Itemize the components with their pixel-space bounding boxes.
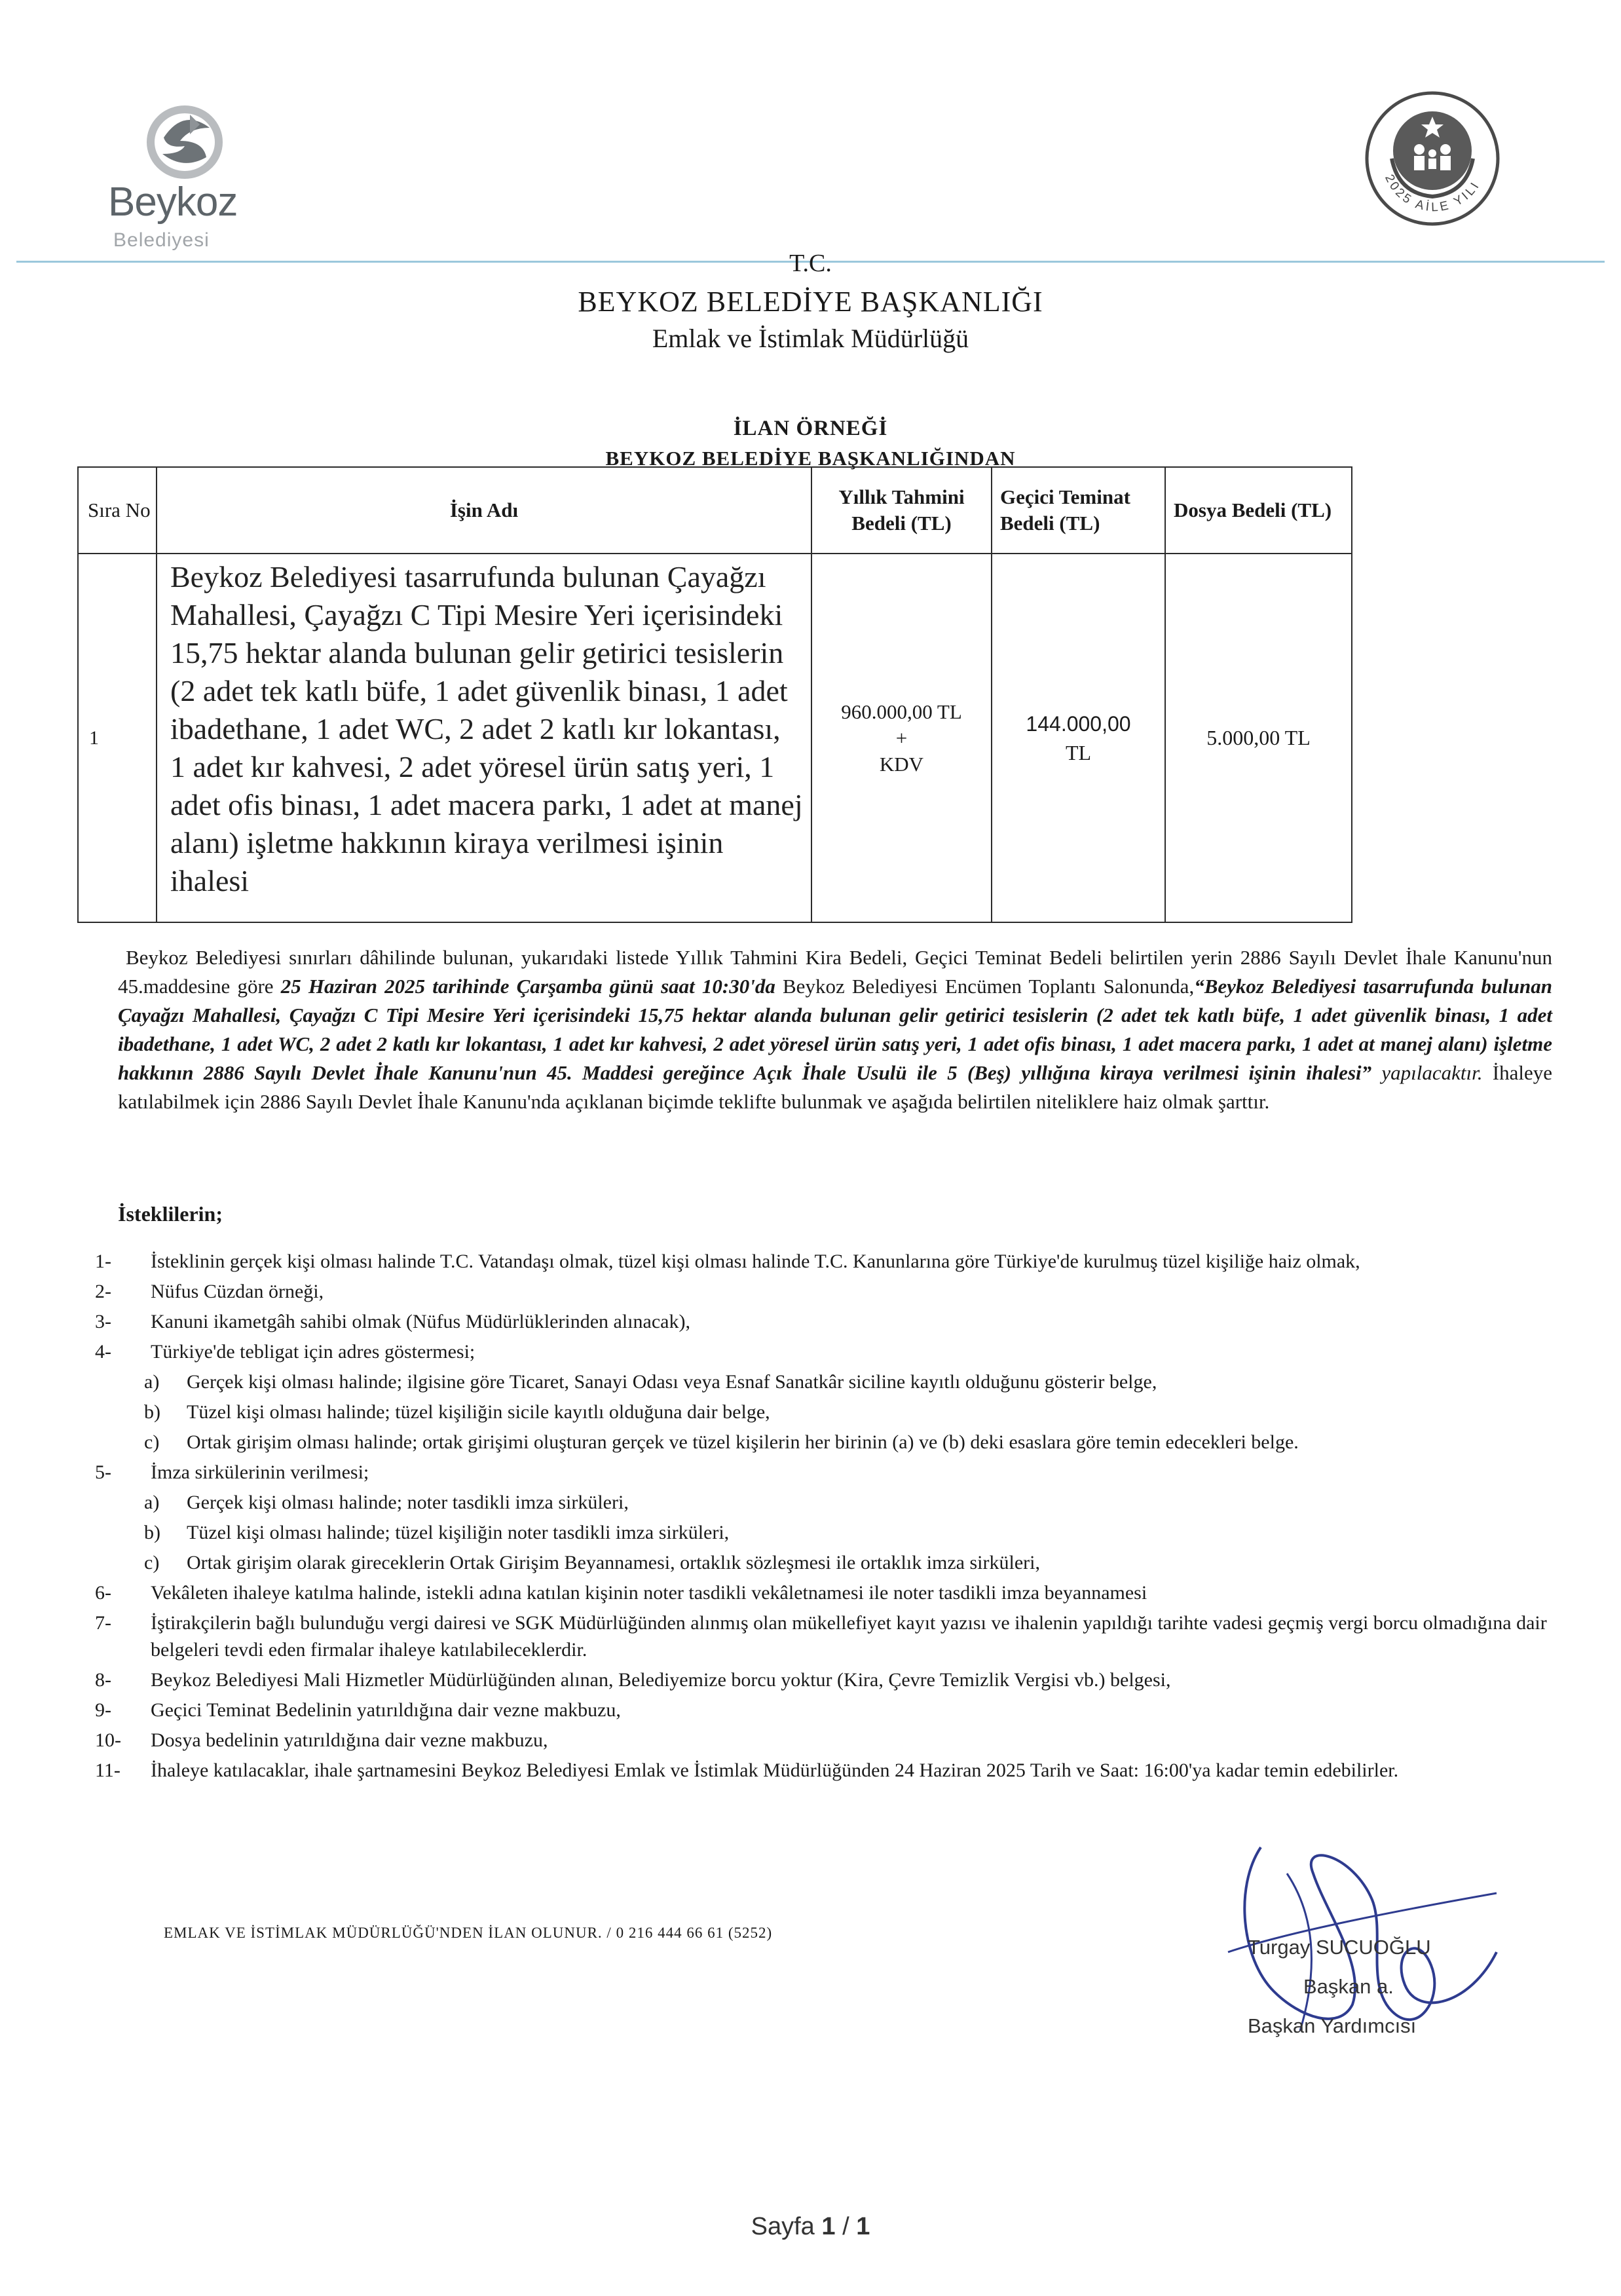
intro-part-1: Beykoz Belediyesi sınırları dâhilinde bulunan, yukarıdaki listede Yıllık Tahmini Kira Bedeli, Geçici Teminat Bedeli belirtilen yerin 2886 Sayılı Devlet İhale Kanunu'nun 45.maddesine göre: [118, 946, 1552, 998]
intro-date: 25 Haziran 2025 tarihinde Çarşamba günü saat 10:30'da: [280, 975, 775, 998]
bedel-plus: +: [895, 726, 908, 749]
item-number: 8-: [95, 1669, 111, 1691]
sub-item-text: Tüzel kişi olması halinde; tüzel kişiliğin sicile kayıtlı olduğuna dair belge,: [187, 1401, 770, 1423]
table-row: [78, 554, 1352, 922]
sub-item-letter: a): [144, 1371, 160, 1393]
list-item: [95, 1459, 1552, 1486]
item-text: Dosya bedelinin yatırıldığına dair vezne makbuzu,: [151, 1729, 548, 1751]
item-number: 1-: [95, 1251, 111, 1272]
list-item: [95, 1666, 1552, 1693]
item-text: Geçici Teminat Bedelinin yatırıldığına dair vezne makbuzu,: [151, 1699, 621, 1721]
sub-item-letter: c): [144, 1552, 160, 1573]
cell-bedel: [811, 554, 992, 922]
page-sep: /: [842, 2213, 849, 2240]
list-item: [95, 1727, 1552, 1754]
list-item: [95, 1308, 1552, 1335]
item-text: İsteklinin gerçek kişi olması halinde T.C. Vatandaşı olmak, tüzel kişi olması halinde T.C. Kanunlarına göre Türkiye'de kurulmuş tüzel kişiliğe haiz olmak,: [151, 1251, 1360, 1272]
cell-sira: 1: [78, 554, 157, 922]
intro-part-3: İhaleye katılabilmek için 2886 Sayılı Devlet İhale Kanunu'nda açıklanan biçimde teklifte bulunmak ve aşağıda belirtilen niteliklere haiz olmak şarttır.: [118, 1061, 1553, 1113]
header-is-adi: İşin Adı: [157, 467, 811, 554]
intro-paragraph: [118, 943, 1552, 1116]
page-number: [0, 2213, 1621, 2241]
list-item: [95, 1609, 1552, 1663]
item-text: İhaleye katılacaklar, ihale şartnamesini Beykoz Belediyesi Emlak ve İstimlak Müdürlüğünden 24 Haziran 2025 Tarih ve Saat: 16:00'ya kadar temin edebilirler.: [151, 1760, 1399, 1781]
header-sira: Sıra No: [78, 467, 157, 554]
list-item: [95, 1278, 1552, 1305]
page-label: Sayfa: [751, 2213, 815, 2240]
item-text: Beykoz Belediyesi Mali Hizmetler Müdürlüğünden alınan, Belediyemize borcu yoktur (Kira, Çevre Temizlik Vergisi vb.) belgesi,: [151, 1669, 1171, 1691]
signatory-name: Turgay SUCUOĞLU: [1248, 1936, 1431, 1959]
item-text: Vekâleten ihaleye katılma halinde, istekli adına katılan kişinin noter tasdikli vekâletnamesi ile noter tasdikli imza beyannamesi: [151, 1582, 1147, 1604]
cell-teminat: [992, 554, 1165, 922]
footer-ilan-line: EMLAK VE İSTİMLAK MÜDÜRLÜĞÜ'NDEN İLAN OLUNUR. / 0 216 444 66 61 (5252): [164, 1925, 773, 1941]
item-text: İmza sirkülerinin verilmesi;: [151, 1461, 369, 1483]
item-number: 2-: [95, 1281, 111, 1302]
ilan-subtitle: BEYKOZ BELEDİYE BAŞKANLIĞINDAN: [605, 447, 1016, 470]
item-number: 3-: [95, 1311, 111, 1332]
item-text: Kanuni ikametgâh sahibi olmak (Nüfus Müdürlüklerinden alınacak),: [151, 1311, 690, 1332]
bedel-kdv: KDV: [879, 752, 924, 776]
list-item: [95, 1579, 1552, 1606]
item-text: İştirakçilerin bağlı bulunduğu vergi dairesi ve SGK Müdürlüğünden alınmış olan mükellefiyet kayıt yazısı ve ihalenin yapıldığı tarihte vadesi geçmiş vergi borcu olmadığına dair belgeleri tevdi eden firmalar ihaleye katılabileceklerdir.: [151, 1612, 1547, 1661]
list-item: [95, 1338, 1552, 1365]
requirements-list: [95, 1248, 1552, 1787]
list-item: [95, 1248, 1552, 1275]
sub-item-text: Tüzel kişi olması halinde; tüzel kişiliğin noter tasdikli imza sirküleri,: [187, 1522, 730, 1543]
item-text: Türkiye'de tebligat için adres göstermesi;: [151, 1341, 475, 1363]
item-text: Nüfus Cüzdan örneği,: [151, 1281, 324, 1302]
sub-list-item: [144, 1549, 1552, 1576]
sub-list-item: [144, 1519, 1552, 1546]
ihale-table: [77, 466, 1352, 923]
item-number: 5-: [95, 1461, 111, 1483]
header-teminat: Geçici Teminat Bedeli (TL): [992, 467, 1165, 554]
seal-text: 2025 AİLE YILI: [1382, 172, 1483, 215]
beykoz-logo: [108, 102, 265, 252]
header-baskanlik: BEYKOZ BELEDİYE BAŞKANLIĞI: [578, 286, 1043, 318]
sub-item-text: Ortak girişim olarak gireceklerin Ortak Girişim Beyannamesi, ortaklık sözleşmesi ile ortaklık imza sirküleri,: [187, 1552, 1040, 1573]
header-tc: T.C.: [789, 250, 832, 277]
bedel-amount: 960.000,00 TL: [841, 700, 962, 723]
logo-subtitle: Belediyesi: [113, 229, 210, 251]
beykoz-logo-icon: [144, 102, 229, 180]
sub-item-letter: b): [144, 1401, 160, 1423]
ilan-title: İLAN ÖRNEĞİ: [733, 417, 888, 440]
sub-item-letter: c): [144, 1431, 160, 1453]
item-number: 6-: [95, 1582, 111, 1604]
sub-list-item: [144, 1429, 1552, 1456]
cell-is-adi: Beykoz Belediyesi tasarrufunda bulunan Çayağzı Mahallesi, Çayağzı C Tipi Mesire Yeri içerisindeki 15,75 hektar alanda bulunan gelir getirici tesislerin (2 adet tek katlı büfe, 1 adet güvenlik binası, 1 adet ibadethane, 1 adet WC, 2 adet 2 katlı kır lokantası, 1 adet kır kahvesi, 2 adet yöresel ürün satış yeri, 1 adet ofis binası, 1 adet macera parkı, 1 adet at manej alanı) işletme hakkının kiraya verilmesi işinin ihalesi: [157, 554, 811, 922]
item-number: 10-: [95, 1729, 121, 1751]
logo-name: Beykoz: [108, 179, 238, 225]
signatory-title-2: Başkan Yardımcısı: [1248, 2014, 1417, 2037]
intro-yapilacaktir: yapılacaktır.: [1371, 1061, 1483, 1084]
item-number: 7-: [95, 1612, 111, 1634]
item-number: 9-: [95, 1699, 111, 1721]
header-bedel: Yıllık Tahmini Bedeli (TL): [811, 467, 992, 554]
sub-item-text: Gerçek kişi olması halinde; noter tasdikli imza sirküleri,: [187, 1492, 629, 1513]
table-header-row: [78, 467, 1352, 554]
list-item: [95, 1757, 1552, 1784]
item-number: 4-: [95, 1341, 111, 1363]
intro-ihale-konusu: “Beykoz Belediyesi tasarrufunda bulunan Çayağzı Mahallesi, Çayağzı C Tipi Mesire Yeri içerisindeki 15,75 hektar alanda bulunan gelir getirici tesislerin (2 adet tek katlı büfe, 1 adet güvenlik binası, 1 adet ibadethane, 1 adet WC, 2 adet 2 katlı kır lokantası, 1 adet kır kahvesi, 2 adet yöresel ürün satış yeri, 1 adet ofis binası, 1 adet macera parkı, 1 adet at manej alanı) işletme hakkının 2886 Sayılı Devlet İhale Kanunu'nun 45. Maddesi gereğince Açık İhale Usulü ile 5 (Beş) yıllığına kiraya verilmesi işinin ihalesi”: [118, 975, 1552, 1084]
sub-item-text: Ortak girişim olması halinde; ortak girişimi oluşturan gerçek ve tüzel kişilerin her birinin (a) ve (b) deki esaslara göre temin edecekleri belge.: [187, 1431, 1299, 1453]
header-mudurluk: Emlak ve İstimlak Müdürlüğü: [652, 324, 969, 353]
page-total: 1: [856, 2213, 870, 2240]
sub-list-item: [144, 1399, 1552, 1425]
isteklilerin-heading: İsteklilerin;: [118, 1202, 223, 1226]
aile-yili-seal: [1359, 85, 1506, 233]
list-item: [95, 1697, 1552, 1723]
sub-list-item: [144, 1489, 1552, 1516]
header-dosya: Dosya Bedeli (TL): [1165, 467, 1352, 554]
sub-item-text: Gerçek kişi olması halinde; ilgisine göre Ticaret, Sanayi Odası veya Esnaf Sanatkâr siciline kayıtlı olduğunu gösterir belge,: [187, 1371, 1157, 1393]
teminat-amount: 144.000,00: [1026, 711, 1131, 736]
sub-item-letter: b): [144, 1522, 160, 1543]
item-number: 11-: [95, 1760, 121, 1781]
signatory-title-1: Başkan a.: [1303, 1975, 1394, 1998]
intro-part-2: Beykoz Belediyesi Encümen Toplantı Salonunda,: [775, 975, 1195, 998]
teminat-unit: TL: [1065, 740, 1092, 764]
sub-item-letter: a): [144, 1492, 160, 1513]
page-current: 1: [821, 2213, 836, 2240]
cell-dosya: 5.000,00 TL: [1165, 554, 1352, 922]
sub-list-item: [144, 1368, 1552, 1395]
